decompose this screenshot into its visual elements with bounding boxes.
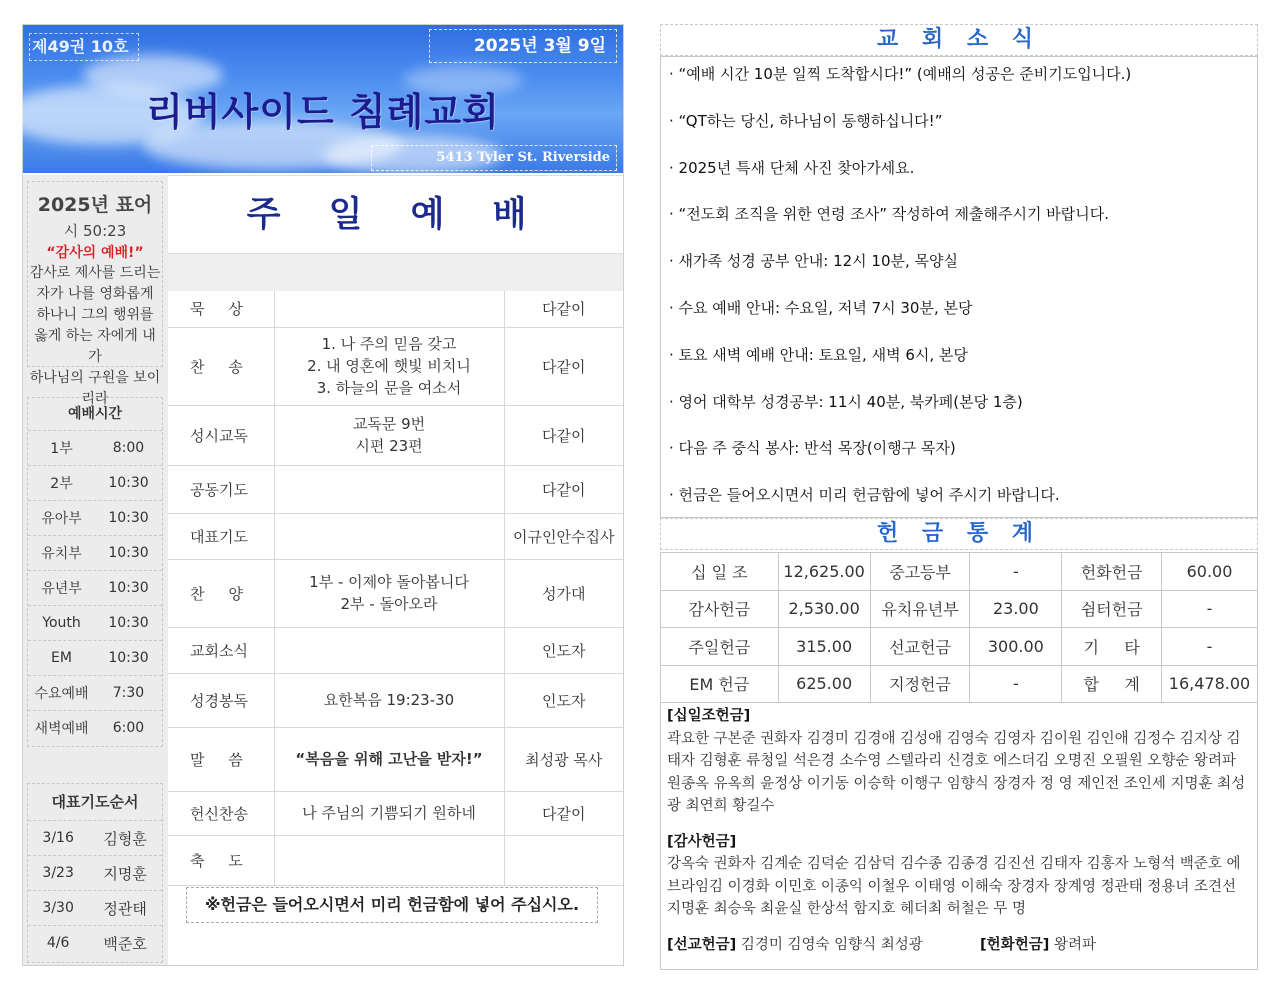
thanks-names: 강옥숙 권화자 김계순 김덕순 김삼덕 김수종 김종경 김진선 김태자 김홍자 노형석 백준호 에브라임김 이경화 이민호 이종익 이철우 이태영 이해숙 장경자 장계영 정관태 정용녀 조견선 지명훈 최승욱 최윤실 한상석 함지호 헤더최 허철은 무 명 xyxy=(667,856,1241,917)
motto-line: 자가 나를 영화롭게 xyxy=(36,286,154,302)
service-row xyxy=(168,405,623,465)
flower-label: [헌화헌금] xyxy=(980,936,1050,953)
offering-notice: ※헌금은 들어오시면서 미리 헌금함에 넣어 주십시오. xyxy=(186,887,598,923)
service-time: 8:00 xyxy=(112,440,145,456)
service-name: 수요예배 xyxy=(34,686,89,702)
prayer-row xyxy=(28,925,162,960)
offering-category: 헌화헌금 xyxy=(1062,553,1162,591)
prayer-schedule xyxy=(27,783,163,963)
prayer-leader: 백준호 xyxy=(103,934,147,953)
service-content xyxy=(274,835,504,885)
service-leader: 다같이 xyxy=(504,405,623,465)
prayer-schedule-header: 대표기도순서 xyxy=(51,793,139,811)
offering-amount: - xyxy=(1162,628,1258,666)
news-item: · 영어 대학부 성경공부: 11시 40분, 북카페(본당 1층) xyxy=(669,392,1023,411)
service-time: 10:30 xyxy=(108,545,149,561)
offering-category: 선교헌금 xyxy=(870,628,970,666)
bulletin-front xyxy=(22,24,624,966)
church-address: 5413 Tyler St. Riverside CA.92503 xyxy=(371,145,617,171)
volume-label: 제49권 10호 xyxy=(29,33,139,61)
service-content xyxy=(274,513,504,559)
service-leader: 최성광 목사 xyxy=(504,727,623,791)
prayer-date: 3/23 xyxy=(42,865,74,881)
order-table xyxy=(168,291,623,886)
service-item: 교회소식 xyxy=(168,627,274,673)
order-of-service xyxy=(168,175,623,965)
service-time: 10:30 xyxy=(108,650,149,666)
service-leader xyxy=(504,835,623,885)
offering-category: 중고등부 xyxy=(870,553,970,591)
prayer-leader: 지명훈 xyxy=(103,864,147,883)
prayer-row xyxy=(28,820,162,855)
offering-row xyxy=(661,553,1258,591)
service-item: 성경봉독 xyxy=(168,673,274,727)
service-row xyxy=(168,627,623,673)
offering-amount: 16,478.00 xyxy=(1162,665,1258,703)
church-name: 리버사이드 침례교회 xyxy=(146,90,500,134)
news-item: · “예배 시간 10분 일찍 도착합시다!” (예배의 성공은 준비기도입니다.) xyxy=(669,65,1132,83)
offering-row xyxy=(661,628,1258,666)
service-row xyxy=(168,791,623,835)
service-leader: 다같이 xyxy=(504,465,623,513)
bulletin-date: 2025년 3월 9일 xyxy=(429,29,617,63)
offering-amount: - xyxy=(1162,590,1258,628)
news-item: · “QT하는 당신, 하나님이 동행하십니다!” xyxy=(669,111,943,130)
mission-label: [선교헌금] xyxy=(667,936,737,953)
service-row xyxy=(168,835,623,885)
offering-category: 주일헌금 xyxy=(661,628,779,666)
offering-amount: 23.00 xyxy=(970,590,1062,628)
offering-amount: 300.00 xyxy=(970,628,1062,666)
service-item: 찬 양 xyxy=(168,559,274,627)
prayer-row xyxy=(28,890,162,925)
service-item: 성시교독 xyxy=(168,405,274,465)
service-title: 주 일 예 배 xyxy=(168,175,623,253)
donor-lists xyxy=(660,703,1258,970)
service-name: 새벽예배 xyxy=(34,721,89,737)
service-content: 요한복음 19:23-30 xyxy=(274,673,504,727)
offering-title: 헌 금 통 계 xyxy=(660,518,1258,550)
service-time-row xyxy=(28,640,162,675)
divider-band xyxy=(168,253,623,291)
service-row xyxy=(168,727,623,791)
motto-line: 감사로 제사를 드리는 xyxy=(29,265,161,281)
service-name: 2부 xyxy=(50,476,73,492)
news-list xyxy=(660,56,1258,518)
service-leader: 이규인안수집사 xyxy=(504,513,623,559)
service-item: 헌신찬송 xyxy=(168,791,274,835)
service-name: 유아부 xyxy=(41,511,82,527)
offering-category: 감사헌금 xyxy=(661,590,779,628)
service-content: 나 주님의 기쁨되기 원하네 xyxy=(274,791,504,835)
service-content: “복음을 위해 고난을 받자!” xyxy=(274,727,504,791)
service-content: 교독문 9번 시편 23편 xyxy=(274,405,504,465)
yearly-motto xyxy=(27,181,163,407)
service-row xyxy=(168,559,623,627)
tithe-names: 곽요한 구본준 권화자 김경미 김경애 김성애 김영숙 김영자 김이원 김인애 김정수 김지상 김태자 김형훈 류청일 석은경 소수영 스텔라리 신경호 에스더김 오명진 오필원 오향순 왕려파 원종옥 유옥희 윤정상 이기동 이승학 이행구 임향식 장경자 정 영 제인전 조인세 지명훈 최성광 최연희 황길수 xyxy=(667,730,1246,814)
motto-quote: “감사의 예배!” xyxy=(46,245,144,261)
flower-names: 왕려파 xyxy=(1053,936,1096,953)
offering-table xyxy=(660,552,1258,703)
service-time-row xyxy=(28,675,162,710)
news-item: · 헌금은 들어오시면서 미리 헌금함에 넣어 주시기 바랍니다. xyxy=(669,486,1060,505)
service-name: Youth xyxy=(42,615,81,631)
service-leader: 다같이 xyxy=(504,291,623,327)
thanks-label: [감사헌금] xyxy=(667,833,737,850)
service-item: 축 도 xyxy=(168,835,274,885)
service-row xyxy=(168,513,623,559)
news-item: · 수요 예배 안내: 수요일, 저녁 7시 30분, 본당 xyxy=(669,298,973,317)
service-name: EM xyxy=(51,650,72,666)
news-item: · “전도회 조직을 위한 연령 조사” 작성하여 제출해주시기 바랍니다. xyxy=(669,205,1109,224)
service-time: 10:30 xyxy=(108,510,149,526)
mission-flower-donors xyxy=(667,934,1251,957)
prayer-date: 4/6 xyxy=(46,935,70,951)
news-item: · 토요 새벽 예배 안내: 토요일, 새벽 6시, 본당 xyxy=(669,345,968,364)
prayer-leader: 김형훈 xyxy=(103,829,147,848)
motto-title: 2025년 표어 xyxy=(37,194,153,216)
service-content xyxy=(274,465,504,513)
offering-amount: 315.00 xyxy=(778,628,870,666)
prayer-row xyxy=(28,855,162,890)
offering-amount: 60.00 xyxy=(1162,553,1258,591)
tithe-label: [십일조헌금] xyxy=(667,708,751,724)
service-leader: 인도자 xyxy=(504,673,623,727)
service-row xyxy=(168,673,623,727)
service-row xyxy=(168,465,623,513)
offering-amount: - xyxy=(970,665,1062,703)
service-row xyxy=(168,291,623,327)
offering-category: 합 계 xyxy=(1062,665,1162,703)
service-leader: 성가대 xyxy=(504,559,623,627)
service-time: 10:30 xyxy=(108,615,149,631)
prayer-date: 3/30 xyxy=(42,900,74,916)
news-item: · 2025년 특새 단체 사진 찾아가세요. xyxy=(669,158,915,177)
prayer-date: 3/16 xyxy=(42,830,74,846)
offering-category: 십 일 조 xyxy=(661,553,779,591)
service-item: 대표기도 xyxy=(168,513,274,559)
offering-category: 쉼터헌금 xyxy=(1062,590,1162,628)
service-leader: 다같이 xyxy=(504,327,623,405)
service-time-row xyxy=(28,570,162,605)
service-time: 6:00 xyxy=(112,720,145,736)
service-name: 유년부 xyxy=(41,581,82,597)
prayer-leader: 정관태 xyxy=(103,899,147,918)
motto-line: 하나니 그의 행위를 xyxy=(36,307,154,323)
service-content: 1. 나 주의 믿음 갖고 2. 내 영혼에 햇빛 비치니 3. 하늘의 문을 여소서 xyxy=(274,327,504,405)
mission-names: 김경미 김영숙 임향식 최성광 xyxy=(740,936,923,953)
service-times xyxy=(27,397,163,747)
service-leader: 인도자 xyxy=(504,627,623,673)
offering-amount: 625.00 xyxy=(778,665,870,703)
service-name: 1부 xyxy=(50,441,73,457)
offering-category: 유치유년부 xyxy=(870,590,970,628)
offering-category: EM 헌금 xyxy=(661,665,779,703)
service-row xyxy=(168,327,623,405)
sidebar xyxy=(23,175,168,965)
offering-amount: 12,625.00 xyxy=(778,553,870,591)
motto-body xyxy=(28,263,162,410)
service-time: 10:30 xyxy=(108,580,149,596)
header-banner xyxy=(23,25,623,189)
service-time-row xyxy=(28,535,162,570)
service-item: 찬 송 xyxy=(168,327,274,405)
news-item: · 다음 주 중식 봉사: 반석 목장(이행구 목자) xyxy=(669,439,956,458)
service-content xyxy=(274,291,504,327)
bulletin-back xyxy=(660,24,1258,966)
service-item: 묵 상 xyxy=(168,291,274,327)
news-item: · 새가족 성경 공부 안내: 12시 10분, 목양실 xyxy=(669,252,959,271)
service-time-row xyxy=(28,500,162,535)
motto-line: 하나님의 구원을 보이리라 xyxy=(29,370,161,407)
service-name: 유치부 xyxy=(41,546,82,562)
thanks-donors xyxy=(667,831,1251,921)
offering-row xyxy=(661,590,1258,628)
service-times-header: 예배시간 xyxy=(67,406,123,422)
offering-amount: - xyxy=(970,553,1062,591)
service-time-row xyxy=(28,430,162,465)
service-leader: 다같이 xyxy=(504,791,623,835)
service-content: 1부 - 이제야 돌아봅니다 2부 - 돌아오라 xyxy=(274,559,504,627)
service-item: 공동기도 xyxy=(168,465,274,513)
service-content xyxy=(274,627,504,673)
motto-reference: 시 50:23 xyxy=(63,222,127,240)
offering-category: 지정헌금 xyxy=(870,665,970,703)
offering-category: 기 타 xyxy=(1062,628,1162,666)
offering-amount: 2,530.00 xyxy=(778,590,870,628)
service-time: 7:30 xyxy=(112,685,145,701)
service-time: 10:30 xyxy=(108,475,149,491)
service-time-row xyxy=(28,465,162,500)
service-time-row xyxy=(28,710,162,745)
tithe-donors xyxy=(667,705,1251,818)
offering-row xyxy=(661,665,1258,703)
service-item: 말 씀 xyxy=(168,727,274,791)
motto-line: 옳게 하는 자에게 내가 xyxy=(34,328,156,365)
news-title: 교 회 소 식 xyxy=(660,24,1258,56)
service-time-row xyxy=(28,605,162,640)
